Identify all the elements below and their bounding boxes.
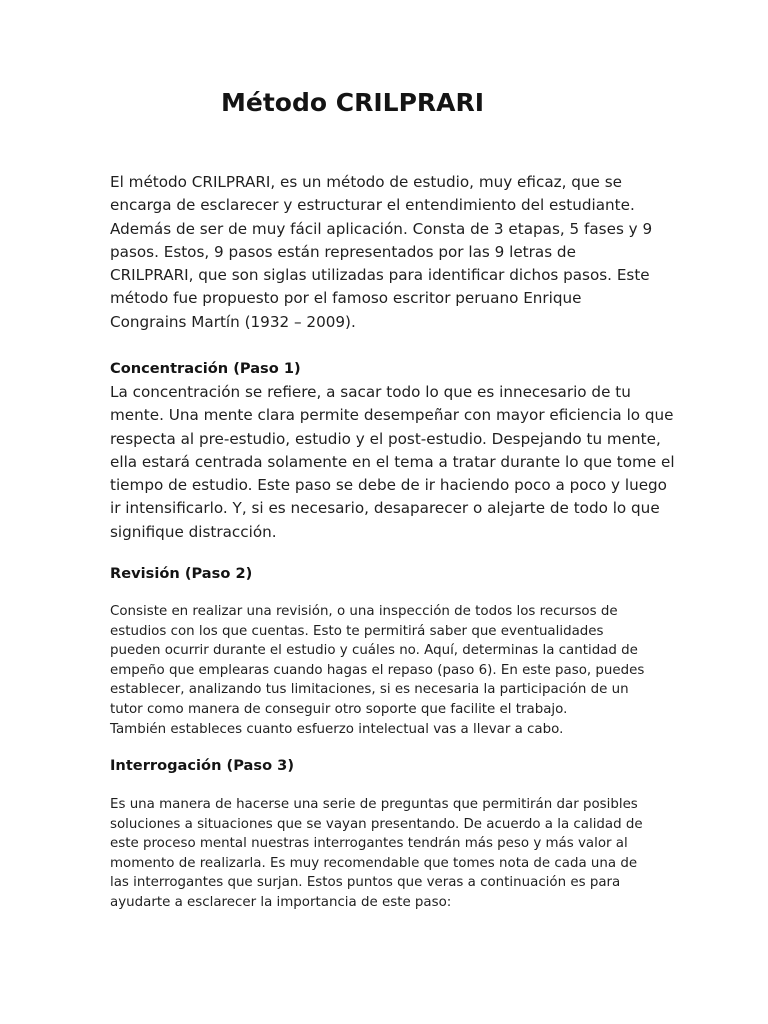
paragraph-line: tiempo de estudio. Este paso se debe de ir haciendo poco a poco y luego	[110, 476, 667, 495]
paragraph-line: La concentración se refiere, a sacar todo lo que es innecesario de tu	[110, 383, 631, 401]
intro-paragraph	[110, 171, 652, 334]
paragraph-line: ayudarte a esclarecer la importancia de este paso:	[110, 894, 452, 910]
section-heading-revision: Revisión (Paso 2)	[110, 565, 253, 582]
section-paragraph-concentracion	[110, 381, 675, 544]
intro-line: método fue propuesto por el famoso escritor peruano Enrique	[110, 289, 582, 308]
paragraph-line: tutor como manera de conseguir otro soporte que facilite el trabajo.	[110, 701, 568, 717]
paragraph-line: estudios con los que cuentas. Esto te permitirá saber que eventualidades	[110, 623, 604, 639]
section-paragraph-revision	[110, 602, 644, 739]
intro-line: CRILPRARI, que son siglas utilizadas para identificar dichos pasos. Este	[110, 266, 650, 285]
paragraph-line: También estableces cuanto esfuerzo intelectual vas a llevar a cabo.	[110, 721, 564, 737]
section-paragraph-interrogacion	[110, 795, 643, 913]
paragraph-line: signifique distracción.	[110, 522, 277, 541]
intro-line: pasos. Estos, 9 pasos están representados por las 9 letras de	[110, 242, 576, 261]
paragraph-line: soluciones a situaciones que se vayan presentando. De acuerdo a la calidad de	[110, 816, 643, 832]
intro-line: Además de ser de muy fácil aplicación. Consta de 3 etapas, 5 fases y 9	[110, 219, 653, 238]
paragraph-line: Es una manera de hacerse una serie de preguntas que permitirán dar posibles	[110, 797, 638, 812]
paragraph-line: ella estará centrada solamente en el tema a tratar durante lo que tome el	[110, 452, 675, 471]
section-heading-interrogacion: Interrogación (Paso 3)	[110, 757, 294, 774]
paragraph-line: las interrogantes que surjan. Estos puntos que veras a continuación es para	[110, 875, 621, 891]
paragraph-line: este proceso mental nuestras interrogantes tendrán más peso y más valor al	[110, 836, 628, 852]
paragraph-line: mente. Una mente clara permite desempeñar con mayor eficiencia lo que	[110, 406, 674, 425]
section-heading-concentracion: Concentración (Paso 1)	[110, 360, 301, 377]
intro-line: encarga de esclarecer y estructurar el entendimiento del estudiante.	[110, 196, 635, 215]
paragraph-line: momento de realizarla. Es muy recomendable que tomes nota de cada una de	[110, 855, 638, 871]
paragraph-line: ir intensificarlo. Y, si es necesario, desaparecer o alejarte de todo lo que	[110, 499, 660, 518]
document-title: Método CRILPRARI	[221, 88, 485, 117]
paragraph-line: empeño que emplearas cuando hagas el repaso (paso 6). En este paso, puedes	[110, 662, 645, 678]
paragraph-line: Consiste en realizar una revisión, o una inspección de todos los recursos de	[110, 604, 618, 619]
intro-line: El método CRILPRARI, es un método de estudio, muy eficaz, que se	[110, 173, 622, 191]
paragraph-line: pueden ocurrir durante el estudio y cuáles no. Aquí, determinas la cantidad de	[110, 643, 638, 659]
intro-line: Congrains Martín (1932 – 2009).	[110, 312, 356, 331]
paragraph-line: establecer, analizando tus limitaciones, si es necesaria la participación de un	[110, 682, 629, 698]
paragraph-line: respecta al pre-estudio, estudio y el post-estudio. Despejando tu mente,	[110, 429, 661, 448]
